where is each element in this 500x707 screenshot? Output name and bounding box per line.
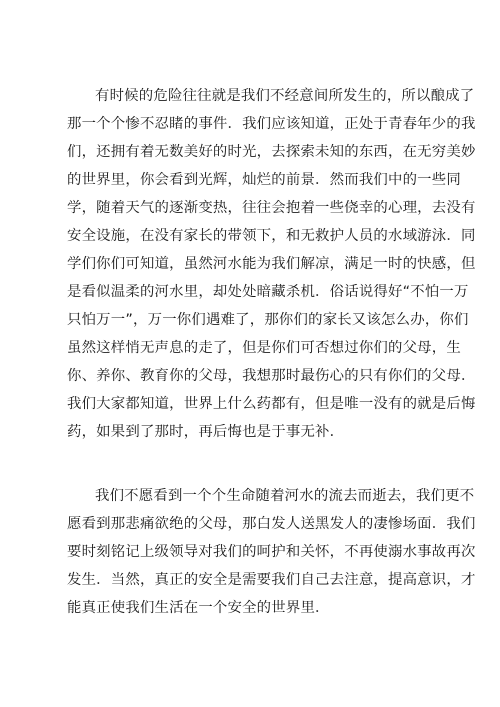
text-line: 有时候的危险往往就是我们不经意间所发生的，所以酿成了 — [95, 88, 475, 104]
text-line: 我们不愿看到一个个生命随着河水的流去而逝去，我们更不 — [95, 488, 475, 504]
text-line: 安全设施，在没有家长的带领下，和无救护人员的水域游泳．同 — [67, 228, 476, 244]
text-line: 能真正使我们生活在一个安全的世界里． — [67, 600, 330, 616]
text-line: 学，随着天气的逐渐变热，往往会抱着一些侥幸的心理，去没有 — [67, 200, 476, 216]
text-line: 发生．当然，真正的安全是需要我们自己去注意，提高意识，才 — [67, 572, 476, 588]
text-line: 你、养你、教育你的父母，我想那时最伤心的只有你们的父母． — [67, 368, 476, 384]
text-line: 虽然这样悄无声息的走了，但是你们可否想过你们的父母，生 — [67, 340, 461, 356]
text-line: 愿看到那悲痛欲绝的父母，那白发人送黑发人的凄惨场面．我们 — [67, 516, 476, 532]
text-line: 要时刻铭记上级领导对我们的呵护和关怀，不再使溺水事故再次 — [67, 544, 476, 560]
text-line: 药，如果到了那时，再后悔也是于事无补． — [67, 424, 345, 440]
text-line: 是看似温柔的河水里，却处处暗藏杀机．俗话说得好“不怕一万 — [67, 284, 469, 300]
text-line: 那一个个惨不忍睹的事件．我们应该知道，正处于青春年少的我 — [67, 116, 476, 132]
text-line: 们，还拥有着无数美好的时光，去探索未知的东西，在无穷美妙 — [67, 144, 476, 160]
text-line: 学们你们可知道，虽然河水能为我们解凉，满足一时的快感，但 — [67, 256, 476, 272]
text-line: 的世界里，你会看到光辉，灿烂的前景．然而我们中的一些同 — [67, 172, 461, 188]
text-line: 只怕万一”，万一你们遇难了，那你们的家长又该怎么办，你们 — [67, 312, 469, 328]
text-line: 我们大家都知道，世界上什么药都有，但是唯一没有的就是后悔 — [67, 396, 476, 412]
